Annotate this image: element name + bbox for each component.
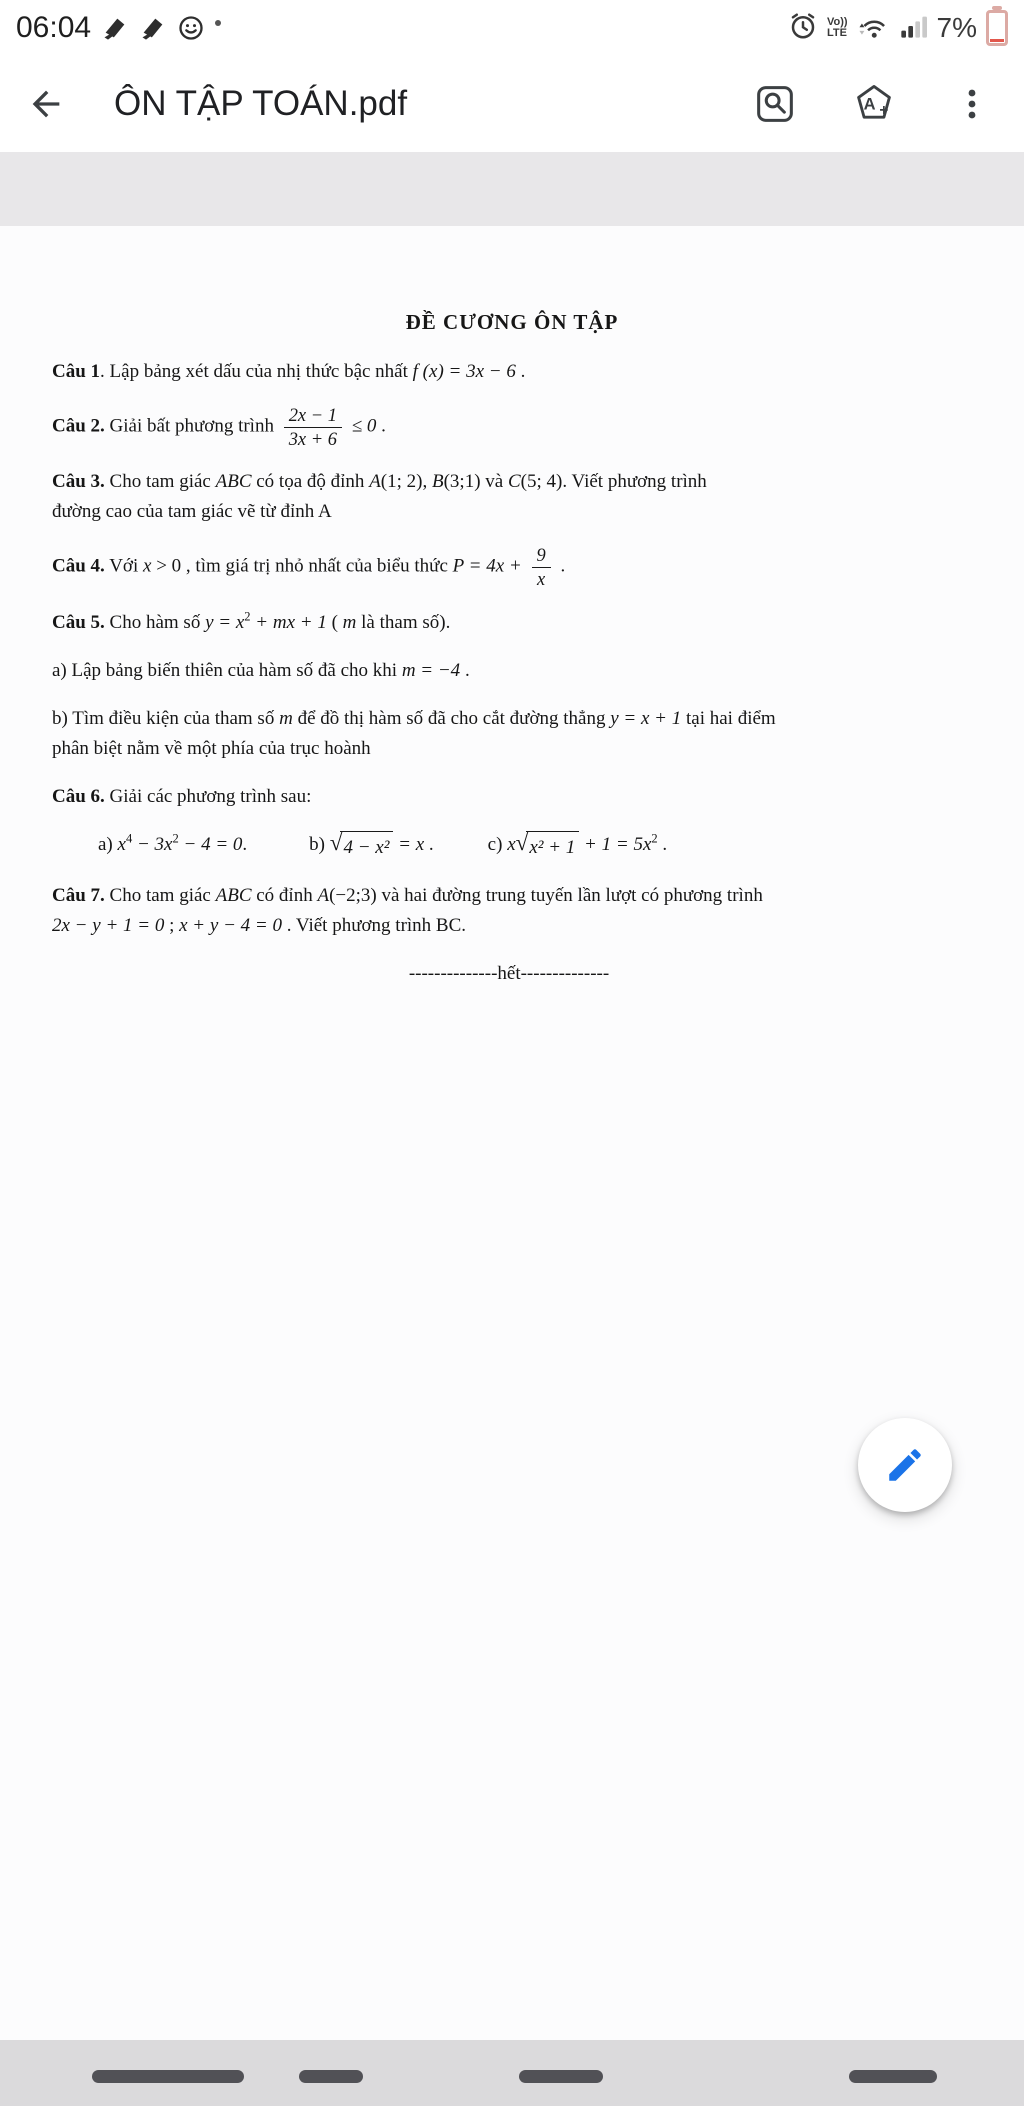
bottom-bar <box>849 2070 937 2083</box>
doc-line: Câu 5. Cho hàm số $y = x^2$ + mx + 1 ( m là tham số). <box>52 609 451 633</box>
doc-line: 2x − y + 1 = 0 ; x + y − 4 = 0 . Viết phương trình BC. <box>52 914 467 936</box>
volte-top: Vo)) <box>826 16 848 28</box>
volte-bottom: LTE <box>826 27 847 39</box>
app-bar-actions <box>754 82 998 126</box>
file-title: ÔN TẬP TOÁN.pdf <box>114 84 408 123</box>
square-root: √ x² + 1 <box>516 831 580 863</box>
app-bar <box>0 56 1024 152</box>
doc-line: phân biệt nằm về một phía của trục hoành <box>52 737 371 759</box>
find-in-page-icon <box>754 83 796 125</box>
bottom-strip <box>0 2040 1024 2106</box>
brush-icon <box>139 14 167 42</box>
doc-paragraph <box>52 959 966 989</box>
document-heading: ĐỀ CƯƠNG ÔN TẬP <box>405 310 619 334</box>
brush-icon <box>101 14 129 42</box>
doc-line: a) $x^4 - 3x^2 - 4 = 0$. b) √ 4 − x² = x . c) x √ x² + 1 + $1 = 5x^2$ . <box>98 830 966 863</box>
pencil-edit-icon <box>884 1444 926 1486</box>
doc-paragraph <box>52 704 966 764</box>
doc-line: Câu 2. Giải bất phương trình $\frac{2x - 1}{3x + 6}$ ≤ 0 . <box>52 405 386 449</box>
doc-line: Câu 4. Với x > 0 , tìm giá trị nhỏ nhất của biểu thức P = 4x + $\frac{9}{x}$ . <box>52 545 566 589</box>
battery-icon <box>986 10 1008 46</box>
overflow-menu-button[interactable] <box>952 84 992 124</box>
doc-line: Câu 6. Giải các phương trình sau: <box>52 785 312 807</box>
doc-line: a) Lập bảng biến thiên của hàm số đã cho khi m = −4 . <box>52 659 470 681</box>
doc-line: --------------hết-------------- <box>408 962 610 984</box>
doc-paragraph <box>52 357 966 387</box>
edit-fab[interactable] <box>858 1418 952 1512</box>
battery-percentage: 7% <box>936 12 977 43</box>
status-left <box>16 11 221 45</box>
wifi-icon <box>857 11 889 46</box>
doc-line: b) Tìm điều kiện của tham số m để đồ thị hàm số đã cho cắt đường thẳng y = x + 1 tại hai điểm <box>52 707 776 729</box>
doc-paragraph <box>52 467 966 527</box>
doc-paragraph <box>52 782 966 812</box>
doc-paragraph <box>52 830 966 863</box>
fraction: $\frac{2x - 1}{3x + 6}$ <box>284 405 342 449</box>
bottom-bar <box>299 2070 363 2083</box>
doc-paragraph <box>52 656 966 686</box>
a-plus-icon <box>852 82 896 126</box>
svg-text:A: A <box>863 95 876 114</box>
document-body <box>0 357 1024 989</box>
doc-paragraph <box>52 881 966 941</box>
three-dots-icon <box>952 84 992 124</box>
doc-line: Câu 1. Lập bảng xét dấu của nhị thức bậc nhất f (x) = 3x − 6 . <box>52 361 526 382</box>
doc-line: Câu 3. Cho tam giác ABC có tọa độ đỉnh A(1; 2), B(3;1) và C(5; 4). Viết phương trình <box>52 471 707 493</box>
fraction: $\frac{9}{x}$ <box>532 545 551 589</box>
doc-paragraph <box>52 405 966 449</box>
doc-paragraph <box>52 545 966 589</box>
alarm-icon <box>788 11 818 46</box>
svg-text:+: + <box>879 102 889 119</box>
notification-dot-icon <box>215 20 221 26</box>
signal-icon <box>898 12 928 45</box>
find-in-page-button[interactable] <box>754 83 796 125</box>
status-bar <box>0 0 1024 56</box>
volte-indicator <box>827 17 848 39</box>
status-right <box>788 10 1008 46</box>
bottom-bar <box>92 2070 244 2083</box>
back-button[interactable] <box>26 84 66 124</box>
doc-line: đường cao của tam giác vẽ từ đỉnh A <box>52 501 332 523</box>
arrow-left-icon <box>26 84 66 124</box>
pdf-viewer[interactable] <box>0 152 1024 2040</box>
doc-paragraph <box>52 608 966 638</box>
a-plus-annotation-button[interactable] <box>852 82 896 126</box>
square-root: √ 4 − x² <box>330 831 394 863</box>
status-time: 06:04 <box>16 11 92 44</box>
doc-line: Câu 7. Cho tam giác ABC có đỉnh A(−2;3) và hai đường trung tuyến lần lượt có phương trình <box>52 884 763 906</box>
pdf-page <box>0 226 1024 2040</box>
bottom-bar <box>519 2070 603 2083</box>
smiley-icon <box>177 14 205 42</box>
